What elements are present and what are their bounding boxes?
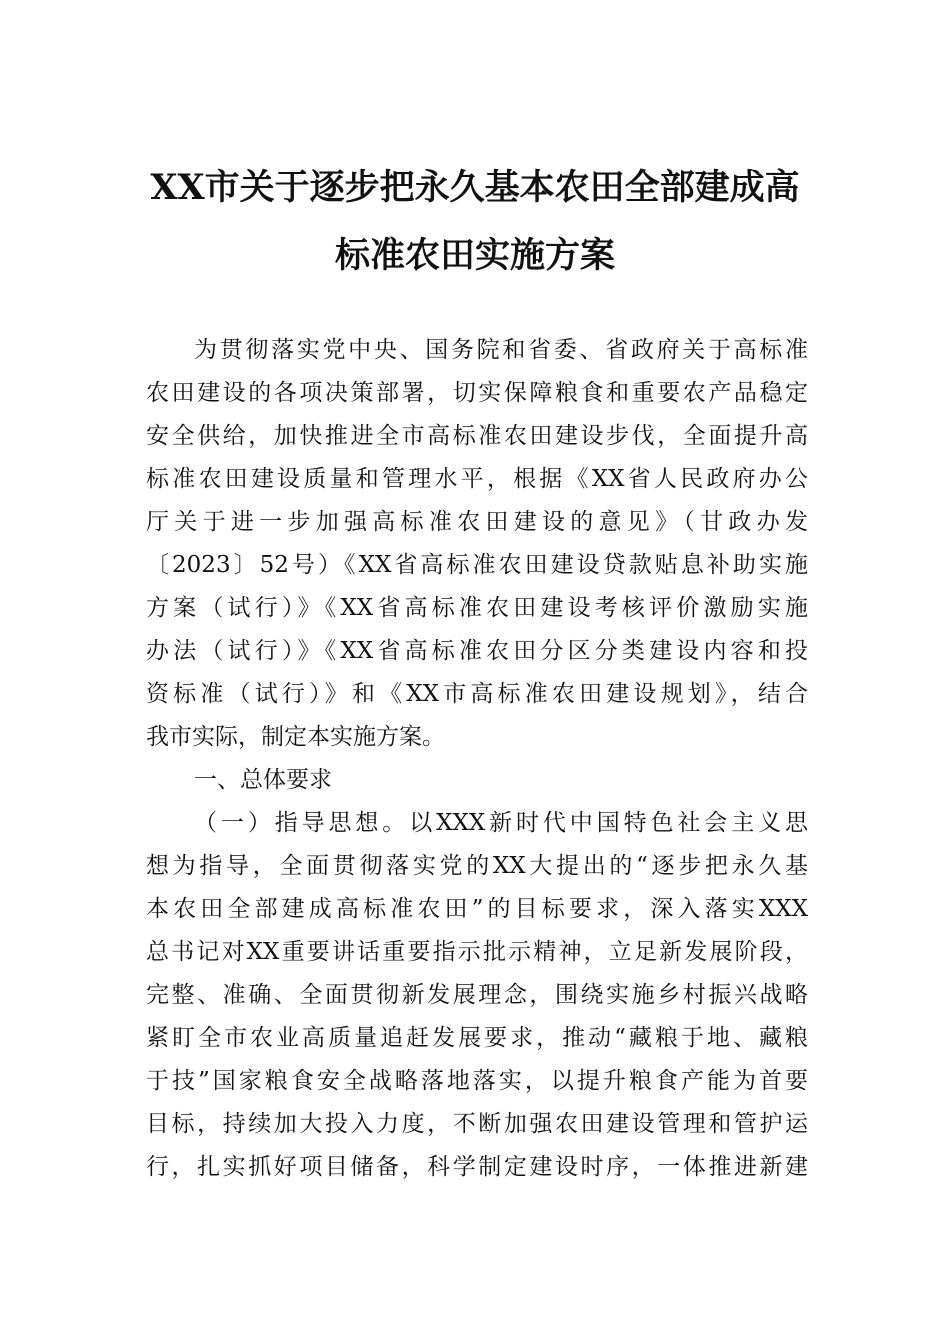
- section-heading: 一、总体要求: [194, 767, 332, 793]
- intro-paragraph-line: 安全供给，加快推进全市高标准农田建设步伐，全面提升高: [146, 423, 808, 449]
- intro-paragraph-line: 为贯彻落实党中央、国务院和省委、省政府关于高标准: [194, 337, 808, 363]
- guideline-paragraph-line: 紧盯全市农业高质量追赶发展要求，推动“藏粮于地、藏粮: [146, 1025, 808, 1051]
- intro-paragraph-line: 〔2023〕52号）《XX省高标准农田建设贷款贴息补助实施: [146, 552, 808, 578]
- intro-paragraph-line: 资标准（试行）》和《XX市高标准农田建设规划》，结合: [146, 681, 808, 707]
- document-title-line-2: 标准农田实施方案: [334, 235, 615, 276]
- guideline-paragraph-line: （一）指导思想。以XXX新时代中国特色社会主义思: [194, 810, 808, 836]
- intro-paragraph-line: 办法（试行）》《XX省高标准农田分区分类建设内容和投: [146, 638, 808, 664]
- document-title-line-1: XX市关于逐步把永久基本农田全部建成高: [150, 167, 800, 208]
- guideline-paragraph-line: 目标，持续加大投入力度，不断加强农田建设管理和管护运: [146, 1111, 808, 1137]
- guideline-paragraph-line: 完整、准确、全面贯彻新发展理念，围绕实施乡村振兴战略: [146, 982, 808, 1008]
- intro-paragraph-line: 农田建设的各项决策部署，切实保障粮食和重要农产品稳定: [146, 380, 808, 406]
- intro-paragraph-line: 标准农田建设质量和管理水平，根据《XX省人民政府办公: [146, 466, 808, 492]
- intro-paragraph-line: 我市实际，制定本实施方案。: [146, 724, 445, 750]
- guideline-paragraph-line: 想为指导，全面贯彻落实党的XX大提出的“逐步把永久基: [146, 853, 808, 879]
- intro-paragraph-line: 方案（试行）》《XX省高标准农田建设考核评价激励实施: [146, 595, 808, 621]
- guideline-paragraph-line: 本农田全部建成高标准农田”的目标要求，深入落实XXX: [146, 896, 808, 922]
- guideline-paragraph-line: 于技”国家粮食安全战略落地落实，以提升粮食产能为首要: [146, 1068, 808, 1094]
- guideline-paragraph-line: 行，扎实抓好项目储备，科学制定建设时序，一体推进新建: [146, 1154, 808, 1180]
- intro-paragraph-line: 厅关于进一步加强高标准农田建设的意见》（甘政办发: [146, 509, 808, 535]
- guideline-paragraph-line: 总书记对XX重要讲话重要指示批示精神，立足新发展阶段，: [146, 939, 808, 965]
